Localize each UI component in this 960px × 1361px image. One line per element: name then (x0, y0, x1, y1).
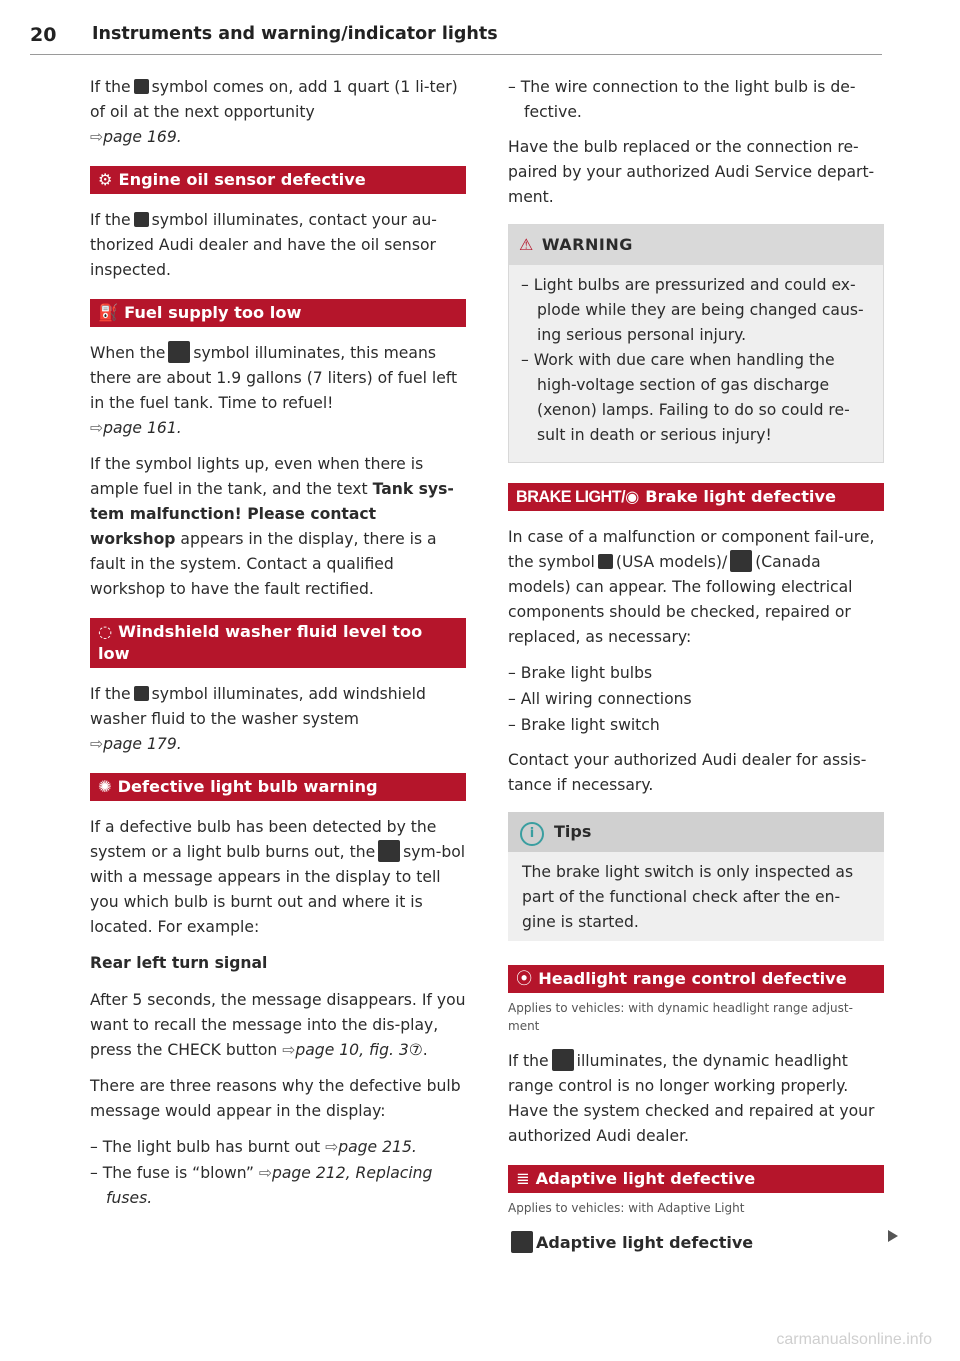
list-item: – The fuse is “blown” ⇨page 212, Replacing fuses. (90, 1161, 466, 1211)
warning-triangle-icon: ⚠ (519, 235, 534, 254)
page-header (30, 24, 882, 55)
example-heading: Rear left turn signal (90, 954, 268, 972)
tips-text: The brake light switch is only inspected as part of the functional check after the en-gine is started. (522, 863, 854, 931)
list-item: – The wire connection to the light bulb is de-fective. (508, 75, 884, 125)
list-item: – Brake light bulbs (508, 661, 884, 686)
reasons-list (90, 1135, 466, 1211)
bulb-warning-icon (378, 840, 400, 862)
arrow-icon: ⇨ (258, 1164, 272, 1182)
arrow-icon: ⇨ (282, 1041, 296, 1059)
info-icon: i (520, 822, 544, 846)
brake-light-canada-icon (730, 550, 752, 572)
brake-paragraph: In case of a malfunction or component fail-ure, the symbol (USA models)/ (Canada models) can appear. The following electrical components should be checked, repaired or replaced, as necessary: (508, 528, 875, 646)
fuel-fault-paragraph: If the symbol lights up, even when there is ample fuel in the tank, and the text Tank sys-tem malfunction! Please contact workshop appears in the display, there is a fault in the system. Contact a qualified workshop to have the fault rectified. (90, 455, 454, 598)
adaptive-light-subheading: Adaptive light defective (508, 1231, 884, 1255)
section-heading-washer: ◌ Windshield washer fluid level too low (90, 618, 466, 668)
check-paragraph: After 5 seconds, the message disappears. If you want to recall the message into the dis-play, press the CHECK button ⇨page 10, fig. 3⑦. (90, 991, 466, 1059)
tips-heading: i Tips (508, 812, 884, 852)
fuel-pump-icon (168, 341, 190, 363)
warning-list (521, 273, 871, 448)
section-heading-headlight-range: ⦿ Headlight range control defective (508, 965, 884, 993)
page-title: Instruments and warning/indicator lights (92, 24, 498, 44)
arrow-icon: ⇨ (90, 419, 104, 437)
section-heading-fuel: ⛽ Fuel supply too low (90, 299, 466, 327)
page-link[interactable]: page 10, fig. 3 (295, 1041, 409, 1059)
adaptive-light-icon: ≣ (516, 1169, 530, 1188)
watermark: carmanualsonline.info (776, 1331, 932, 1348)
oil-paragraph: If the symbol comes on, add 1 quart (1 li-ter) of oil at the next opportunity ⇨page 169. (90, 78, 458, 146)
oil-sensor-paragraph: If the symbol illuminates, contact your au-thorized Audi dealer and have the oil sensor inspected. (90, 211, 437, 279)
brake-light-usa-icon (598, 554, 613, 569)
washer-fluid-icon: ◌ (98, 622, 113, 641)
fuel-pump-icon: ⛽ (98, 303, 119, 322)
brake-light-icon: ◉ (625, 487, 640, 506)
callout-number: ⑦ (408, 1041, 423, 1059)
list-item: – All wiring connections (508, 687, 884, 712)
page-link[interactable]: page 179. (103, 735, 182, 753)
section-heading-brake: BRAKE LIGHT/◉ Brake light defective (508, 483, 884, 511)
reasons-paragraph: There are three reasons why the defective bulb message would appear in the display: (90, 1077, 461, 1120)
arrow-icon: ⇨ (90, 735, 104, 753)
arrow-icon: ⇨ (325, 1138, 339, 1156)
headlight-range-icon: ⦿ (516, 969, 533, 988)
applies-note: Applies to vehicles: with Adaptive Light (508, 1201, 745, 1215)
list-item: – Light bulbs are pressurized and could ex-plode while they are being changed caus-ing serious personal injury. (521, 273, 871, 348)
page-link[interactable]: page 215. (338, 1138, 417, 1156)
section-heading-adaptive-light: ≣ Adaptive light defective (508, 1165, 884, 1193)
left-column (90, 75, 466, 1221)
brake-light-label: BRAKE LIGHT/ (516, 488, 626, 506)
page-link[interactable]: page 169. (103, 128, 182, 146)
headlight-paragraph: If the illuminates, the dynamic headlight range control is no longer working properly. Have the system checked and repaired at your authorized Audi dealer. (508, 1049, 884, 1149)
list-item: – The light bulb has burnt out ⇨page 215. (90, 1135, 466, 1160)
warning-heading: ⚠ WARNING (509, 225, 883, 265)
reasons-list-cont (508, 75, 884, 125)
bulb-paragraph: If a defective bulb has been detected by the system or a light bulb burns out, the sym-bol with a message appears in the display to tell you which bulb is burnt out and where it is located. For example: (90, 818, 466, 936)
section-heading-oil-sensor: ⚙ Engine oil sensor defective (90, 166, 466, 194)
page-link[interactable]: page 212, Replacing fuses. (106, 1164, 433, 1207)
section-heading-bulb: ✺ Defective light bulb warning (90, 773, 466, 801)
list-item: – Brake light switch (508, 713, 884, 738)
list-item: – Work with due care when handling the high-voltage section of gas discharge (xenon) lamps. Failing to do so could re-sult in death or serious injury! (521, 348, 871, 448)
oil-level-icon (134, 79, 149, 94)
washer-paragraph: If the symbol illuminates, add windshield washer fluid to the washer system ⇨page 179. (90, 685, 426, 753)
fuel-paragraph: When the symbol illuminates, this means there are about 1.9 gallons (7 liters) of fuel left in the fuel tank. Time to refuel! ⇨page 161. (90, 341, 466, 441)
next-page-arrow-icon (888, 1230, 898, 1242)
washer-fluid-icon (134, 686, 149, 701)
page-link[interactable]: page 161. (103, 419, 182, 437)
page-number: 20 (30, 24, 57, 46)
arrow-icon: ⇨ (90, 128, 104, 146)
components-list (508, 661, 884, 738)
headlight-range-icon (552, 1049, 574, 1071)
bulb-warning-icon: ✺ (98, 777, 112, 796)
right-column (508, 75, 884, 1255)
tips-box (508, 812, 884, 941)
oil-sensor-icon: ⚙ (98, 170, 113, 189)
contact-paragraph: Contact your authorized Audi dealer for assis-tance if necessary. (508, 751, 867, 794)
applies-note: Applies to vehicles: with dynamic headlight range adjust-ment (508, 1001, 853, 1033)
warning-box (508, 224, 884, 463)
oil-sensor-icon (134, 212, 149, 227)
adaptive-light-icon (511, 1231, 533, 1253)
repair-paragraph: Have the bulb replaced or the connection re-paired by your authorized Audi Service depart-ment. (508, 138, 875, 206)
